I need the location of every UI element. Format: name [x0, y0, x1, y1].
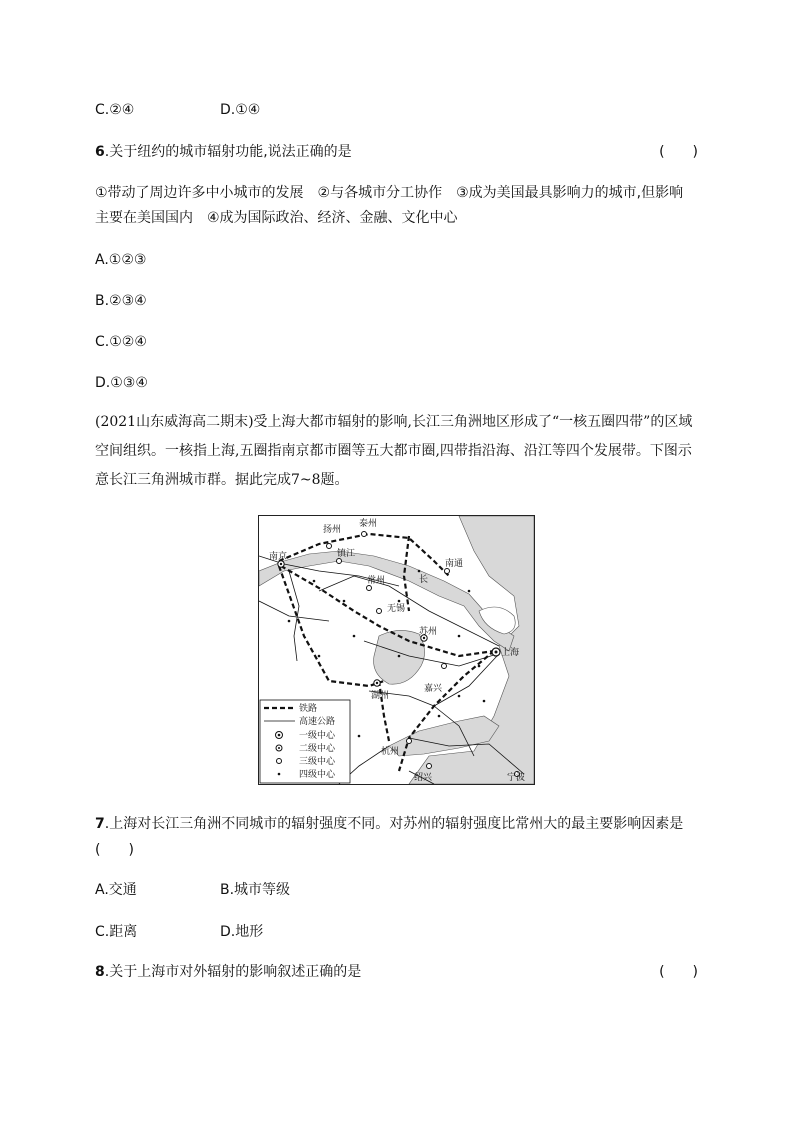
question-7-stem — [95, 814, 683, 834]
legend-level-2: 二级中心 — [299, 744, 336, 754]
legend-level-3: 三级中心 — [299, 757, 336, 767]
city-label: 南通 — [445, 559, 464, 569]
question-number: 8 — [95, 964, 105, 980]
yangtze-delta-map — [258, 515, 535, 785]
city-label: 扬州 — [323, 525, 342, 535]
legend-level-4: 四级中心 — [299, 770, 336, 780]
option-d: D.①④ — [220, 102, 261, 118]
map-legend — [260, 700, 350, 783]
question-6-stem — [95, 142, 352, 162]
answer-paren: ( ) — [659, 144, 698, 160]
option-a: A.交通 — [95, 882, 137, 898]
option-b: B.城市等级 — [220, 882, 291, 898]
question-8-stem — [95, 962, 361, 982]
material-line: 意长江三角洲城市群。据此完成7~8题。 — [95, 472, 349, 488]
city-label: 无锡 — [387, 604, 406, 614]
city-label: 湖州 — [371, 691, 390, 701]
option-c: C.②④ — [95, 102, 135, 118]
question-number: 6 — [95, 144, 105, 160]
option-b: B.②③④ — [95, 293, 147, 309]
city-label: 泰州 — [359, 519, 378, 529]
city-label: 苏州 — [419, 627, 438, 637]
city-label: 绍兴 — [414, 773, 433, 783]
city-label: 嘉兴 — [424, 684, 443, 694]
city-label: 宁波 — [507, 773, 526, 783]
option-c: C.距离 — [95, 924, 138, 940]
material-line: 空间组织。一核指上海,五圈指南京都市圈等五大都市圈,四带指沿海、沿江等四个发展带。下图示 — [95, 443, 692, 459]
option-c: C.①②④ — [95, 334, 147, 350]
legend-highway: 高速公路 — [299, 717, 336, 727]
city-label: 常州 — [367, 576, 386, 586]
city-label: 镇江 — [337, 549, 356, 559]
river-label: 长 — [419, 575, 429, 585]
legend-railway: 铁路 — [299, 704, 318, 714]
answer-paren: ( ) — [95, 842, 134, 858]
city-label: 上海 — [501, 648, 520, 658]
question-text: .关于纽约的城市辐射功能,说法正确的是 — [104, 144, 352, 160]
question-text: .关于上海市对外辐射的影响叙述正确的是 — [104, 964, 362, 980]
material-line: (2021山东威海高二期末)受上海大都市辐射的影响,长江三角洲地区形成了“一核五圈四带”的区域 — [95, 414, 693, 430]
question-number: 7 — [95, 816, 105, 832]
answer-paren: ( ) — [659, 964, 698, 980]
statement-line: 主要在美国国内 ④成为国际政治、经济、金融、文化中心 — [95, 210, 458, 226]
legend-level-1: 一级中心 — [299, 731, 336, 741]
statement-line: ①带动了周边许多中小城市的发展 ②与各城市分工协作 ③成为美国最具影响力的城市,但影响 — [95, 185, 684, 201]
question-text: .上海对长江三角洲不同城市的辐射强度不同。对苏州的辐射强度比常州大的最主要影响因素是 — [104, 816, 684, 832]
city-label: 南京 — [269, 552, 288, 562]
option-d: D.①③④ — [95, 375, 148, 391]
option-a: A.①②③ — [95, 252, 147, 268]
option-d: D.地形 — [220, 924, 264, 940]
city-label: 杭州 — [381, 747, 400, 757]
